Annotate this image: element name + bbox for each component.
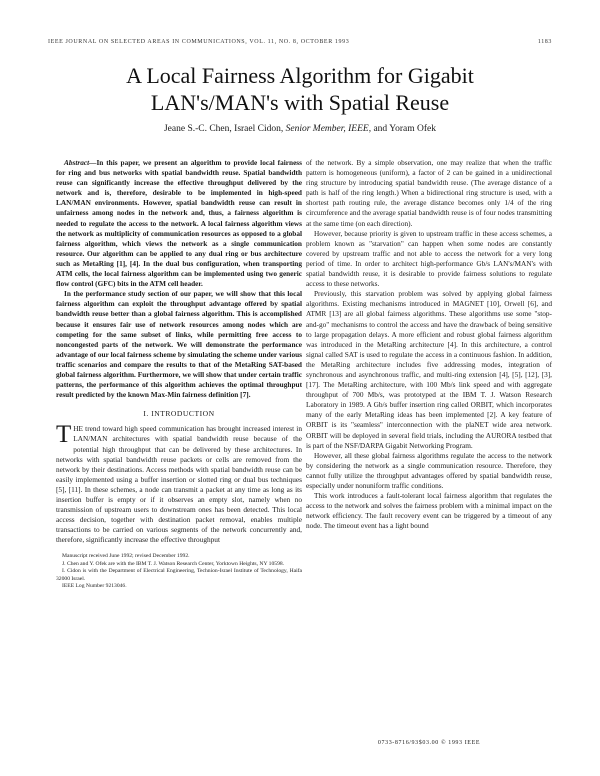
right-paragraph-2: However, because priority is given to upstream traffic in these access schemes, a problem known as "starvation" can happen when some nodes are constantly covered by upstream traffic and not able to access the network for a very long period of time. In order to architect high-performance Gb/s LAN's/MAN's with spatial bandwidth reuse, it is desirable to provide fairness solutions to regulate access to these networks. <box>306 228 552 289</box>
title-line-1: A Local Fairness Algorithm for Gigabit <box>126 63 474 88</box>
footnote-log-number: IEEE Log Number 9213046. <box>62 583 127 590</box>
abstract-paragraph-2: In the performance study section of our paper, we will show that this local fairness algorithm can exploit the throughput advantage offered by spatial bandwidth reuse better than a global fairness algorithm. This is accomplished because it ensures fair use of network resources among nodes which are competing for the same subset of links, while permitting free access to noncongested parts of the network. We will demonstrate the performance advantage of our local fairness scheme by simulating the scheme under various traffic scenarios and compare the results to that of the MetaRing SAT-based global fairness algorithm. Furthermore, we will show that under certain traffic patterns, the performance of this algorithm achieves the optimal throughput result predicted by the known Max-Min fairness definition [7]. <box>56 289 302 400</box>
right-paragraph-1: of the network. By a simple observation, one may realize that when the traffic pattern is homogeneous (uniform), a factor of 2 can be gained in a unidirectional ring structure by introducing spatial bandwidth reuse. (The average distance of a path is half of the ring length.) When a bidirectional ring structure is used, with a shortest path routing rule, the average distance becomes only 1/4 of the ring circumference and the average spatial bandwidth reuse is of four nodes transmitting at the same time (on each direction). <box>306 158 552 228</box>
paper-title <box>40 62 560 116</box>
footnote-received: Manuscript received June 1992; revised December 1992. <box>62 553 190 560</box>
footnotes <box>56 553 302 590</box>
copyright-line: 0733-8716/93$03.00 © 1993 IEEE <box>377 740 481 746</box>
right-paragraph-5: This work introduces a fault-tolerant local fairness algorithm that regulates the access to the network and solves the fairness problem with a minimal impact on the network efficiency. The fault recovery event can be triggered by a timeout of any node. The timeout event has a light bound <box>306 491 552 531</box>
section-heading-introduction: I. INTRODUCTION <box>143 409 215 419</box>
abstract <box>56 158 302 400</box>
abstract-paragraph-1 <box>56 158 302 289</box>
author-list <box>40 124 560 134</box>
running-head <box>48 39 552 45</box>
drop-cap: T <box>56 421 72 449</box>
footnote-affiliation-1: J. Chen and Y. Ofek are with the IBM T. J. Watson Research Center, Yorktown Heights, NY 10598. <box>62 560 285 567</box>
abstract-lead: Abstract— <box>64 158 97 167</box>
title-line-2: LAN's/MAN's with Spatial Reuse <box>150 90 450 115</box>
left-column <box>56 158 302 738</box>
right-paragraph-4: However, all these global fairness algorithms regulate the access to the network by considering the network as a single communication resource. Therefore, they cannot fully utilize the throughput advantages offered by spatial bandwidth reuse, especially under nonuniform traffic conditions. <box>306 450 552 490</box>
abstract-text-1: In this paper, we present an algorithm to provide local fairness for ring and bus networks with spatial bandwidth reuse. Spatial bandwidth reuse can significantly increase the effective throughput delivered by the network and is, therefore, desirable to be implemented in high-speed LAN/MAN environments. However, spatial bandwidth reuse can result in unfairness among nodes in the network and, thus, a fairness algorithm is needed to regulate the access to the network. A local fairness algorithm views the network as multiplicity of communication resources as opposed to a global fairness algorithm, which views the network as a single communication resource. Our algorithm can be applied to any dual ring or bus architecture such as MetaRing [1], [4]. In the dual bus configuration, when transporting ATM cells, the local fairness algorithm can be implemented using two generic flow control (GFC) bits in the ATM cell header. <box>56 158 302 289</box>
introduction-continued <box>306 158 552 531</box>
right-column <box>306 158 552 718</box>
authors-prefix: Jeane S.-C. Chen, Israel Cidon, <box>163 124 284 134</box>
page-number: 1183 <box>537 39 552 45</box>
journal-name: IEEE JOURNAL ON SELECTED AREAS IN COMMUNICATIONS, VOL. 11, NO. 8, OCTOBER 1993 <box>48 39 350 45</box>
right-paragraph-3: Previously, this starvation problem was solved by applying global fairness algorithms. Existing mechanisms introduced in MAGNET [10], Orwell [6], and ATMR [13] are all global fairness algorithms. These algorithms use some "stop-and-go" mechanisms to control the access and have the drawback of being sensitive to large propagation delays. A more efficient and robust global fairness algorithm was introduced in the MetaRing architecture [4]. In this architecture, a control signal called SAT is used to regulate the access in a continuous fashion. In addition, the MetaRing architecture includes five addressing modes, integration of synchronous and asynchronous traffic, and multi-ring extension [4], [5], [12], [3], [17]. The MetaRing architecture, with 100 Mb/s link speed and with aggregate throughput of 700 Mb/s, was prototyped at the IBM T. J. Watson Research Laboratory in 1989. A Gb/s buffer insertion ring called ORBIT, which incorporates many of the early MetaRing ideas has been implemented [2]. A key feature of ORBIT is its "seamless" interconnection with the plaNET wide area network. ORBIT will be deployed in several field trials, including the AURORA testbed that is part of the NSF/DARPA Gigabit Networking Program. <box>306 289 552 450</box>
authors-member: Senior Member, IEEE, <box>285 124 372 134</box>
footnote-affiliation-2: I. Cidon is with the Department of Electrical Engineering, Technion-Israel Institute of Technology, Haifa 32000 Israel. <box>56 568 302 582</box>
introduction-paragraph-1 <box>56 421 302 545</box>
introduction-body <box>56 421 302 545</box>
introduction-text-1: HE trend toward high speed communication has brought increased interest in LAN/MAN architectures with spatial bandwidth reuse because of the potential high throughput that can be delivered by these architectures. In networks with spatial bandwidth reuse packets or cells are removed from the network by their destinations. Access methods with spatial bandwidth reuse can be easily implemented using a buffer insertion or slotted ring or dual bus techniques [5], [11]. In these schemes, a node can transmit a packet at any time as long as its insertion buffer is empty or if it observes an empty slot, namely when no transmission of upstream users to downstream ones has been detected. This local access decision, together with destination packet removal, enables multiple transactions to be carried on various segments of the network concurrently and, therefore, significantly increase the effective throughput <box>56 424 302 545</box>
authors-suffix: and Yoram Ofek <box>373 124 437 134</box>
